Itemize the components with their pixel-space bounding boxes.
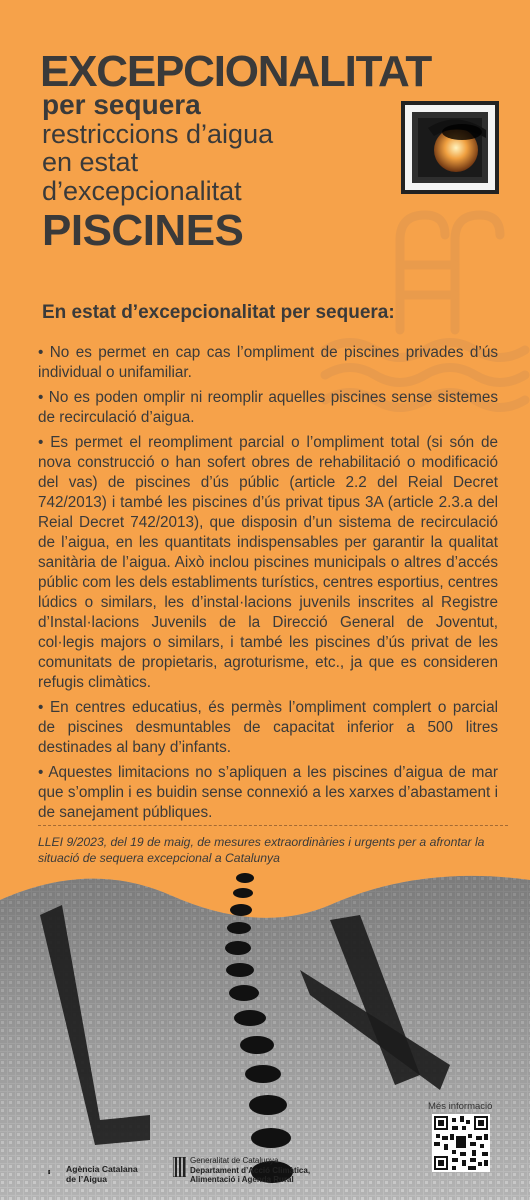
heading-line-2: en estat	[42, 147, 139, 177]
poster-subtitle: per sequera	[42, 89, 201, 120]
list-item: • En centres educatius, és permès l’ompliment complert o parcial de piscines desmuntables de capacitat inferior a 500 litres destinades al bany d’infants.	[38, 699, 498, 756]
divider	[38, 825, 508, 826]
list-item: • Aquestes limitacions no s’apliquen a les piscines d’aigua de mar que s’omplin i es buidin sense connexió a les xarxes d’abastament i de sanejament públiques.	[38, 764, 498, 821]
traffic-light-icon	[400, 100, 500, 195]
aca-logo-text: Agència Catalana de l’Aigua	[66, 1164, 138, 1184]
law-reference: LLEI 9/2023, del 19 de maig, de mesures extraordinàries i urgents per a afrontar la situació de sequera excepcional a Catalunya	[38, 835, 485, 865]
generalitat-logo-icon	[173, 1157, 186, 1177]
restrictions-list	[38, 343, 498, 828]
qr-label: Més informació	[428, 1101, 493, 1112]
qr-code-icon[interactable]	[432, 1114, 490, 1172]
generalitat-logo-text: Generalitat de Catalunya Departament d’Acció Climàtica, Alimentació i Agenda Rural	[190, 1156, 311, 1184]
topic-heading: PISCINES	[42, 206, 244, 255]
list-item: • No es poden omplir ni reomplir aquelles piscines sense sistemes de recirculació d’aigua.	[38, 389, 498, 426]
section-title: En estat d’excepcionalitat per sequera:	[42, 302, 395, 323]
list-item: • Es permet el reompliment parcial o l’ompliment total (si són de nova construcció o han sofert obres de rehabilitació o modificació del vas) de piscines d’ús públic (article 2.2 del Reial Decret 742/2013) i també les piscines d’ús privat tipus 3A (article 2.3.a del Reial Decret 742/2013), que disposin d’un sistema de recirculació de l’aigua, en les quantitats indispensables per garantir la qualitat sanitària de l’aigua. Això inclou piscines municipals o altres d’accés públic com les dels establiments turístics, centres esportius, centres lúdics o similars, les d’instal·lacions juvenils inscrites al Registre d’Instal·lacions Juvenils de la Direcció General de Joventut, col·legis majors o similars, i també les piscines d’ús privat de les comunitats de propietaris, agroturisme, etc., ja que es consideren refugis climàtics.	[38, 434, 498, 691]
poster-title: EXCEPCIONALITAT	[40, 47, 432, 96]
heading-line-3: d’excepcionalitat	[42, 176, 242, 206]
list-item: • No es permet en cap cas l’ompliment de piscines privades d’ús individual o unifamiliar.	[38, 344, 498, 381]
aca-logo	[48, 1160, 64, 1184]
heading-line-1: restriccions d’aigua	[42, 119, 274, 149]
